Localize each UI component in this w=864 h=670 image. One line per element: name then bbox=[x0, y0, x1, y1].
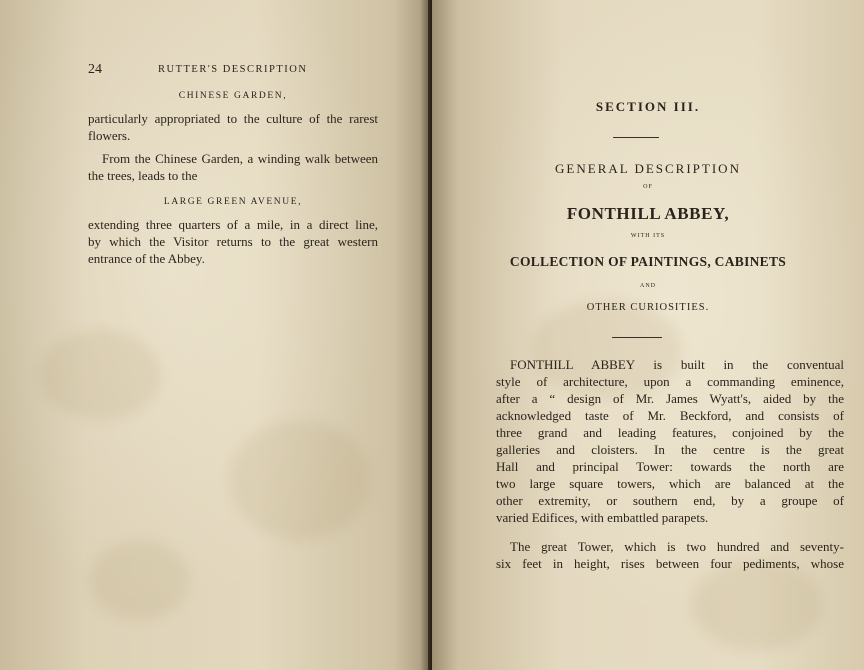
text-line: particularly appropriated to the culture of the rarest bbox=[88, 111, 378, 126]
text-line: The great Tower, which is two hundred and seventy- bbox=[510, 539, 844, 554]
title-line-3: OTHER CURIOSITIES. bbox=[586, 302, 710, 313]
text-line: acknowledged taste of Mr. Beckford, and consists of bbox=[496, 408, 844, 423]
left-page bbox=[0, 0, 428, 670]
running-head: RUTTER'S DESCRIPTION bbox=[158, 64, 308, 75]
text-line: entrance of the Abbey. bbox=[88, 251, 205, 266]
title-of: OF bbox=[643, 184, 653, 190]
paragraph-3 bbox=[88, 216, 378, 267]
text-line: FONTHILL ABBEY is built in the conventual bbox=[510, 357, 844, 372]
text-line: other extremity, or southern end, by a groupe of bbox=[496, 493, 844, 508]
text-line: varied Edifices, with embattled parapets. bbox=[496, 510, 709, 525]
text-line: three grand and leading features, conjoined by the bbox=[496, 425, 844, 440]
text-line: extending three quarters of a mile, in a direct line, bbox=[88, 217, 378, 232]
right-page bbox=[432, 0, 864, 670]
title-main: FONTHILL ABBEY, bbox=[566, 204, 730, 223]
title-with-its: WITH ITS bbox=[630, 233, 666, 239]
text-line: style of architecture, upon a commanding eminence, bbox=[496, 374, 844, 389]
text-line: by which the Visitor returns to the great western bbox=[88, 234, 378, 249]
title-line-2: COLLECTION OF PAINTINGS, CABINETS bbox=[509, 254, 787, 269]
text-line: From the Chinese Garden, a winding walk between bbox=[102, 151, 378, 166]
title-and: AND bbox=[640, 283, 656, 289]
divider-rule bbox=[612, 337, 662, 338]
section-heading: SECTION III. bbox=[595, 99, 701, 114]
right-paragraph-2 bbox=[496, 538, 844, 572]
text-line: six feet in height, rises between four pediments, whose bbox=[496, 556, 844, 571]
text-line: two large square towers, which are balanced at the bbox=[496, 476, 844, 491]
text-line: flowers. bbox=[88, 128, 131, 143]
title-line-1: GENERAL DESCRIPTION bbox=[555, 161, 741, 176]
text-line: after a “ design of Mr. James Wyatt's, aided by the bbox=[496, 391, 844, 406]
heading-chinese-garden: CHINESE GARDEN, bbox=[178, 91, 288, 101]
ornament-rule bbox=[613, 137, 659, 138]
text-line: galleries and cloisters. In the centre is the great bbox=[496, 442, 844, 457]
text-line: the trees, leads to the bbox=[88, 168, 198, 183]
paragraph-1 bbox=[88, 110, 378, 144]
page-number: 24 bbox=[88, 62, 102, 77]
text-line: Hall and principal Tower: towards the north are bbox=[496, 459, 844, 474]
heading-large-green-avenue: LARGE GREEN AVENUE, bbox=[163, 197, 303, 207]
paragraph-2 bbox=[88, 150, 378, 184]
right-paragraph-1 bbox=[496, 356, 844, 526]
